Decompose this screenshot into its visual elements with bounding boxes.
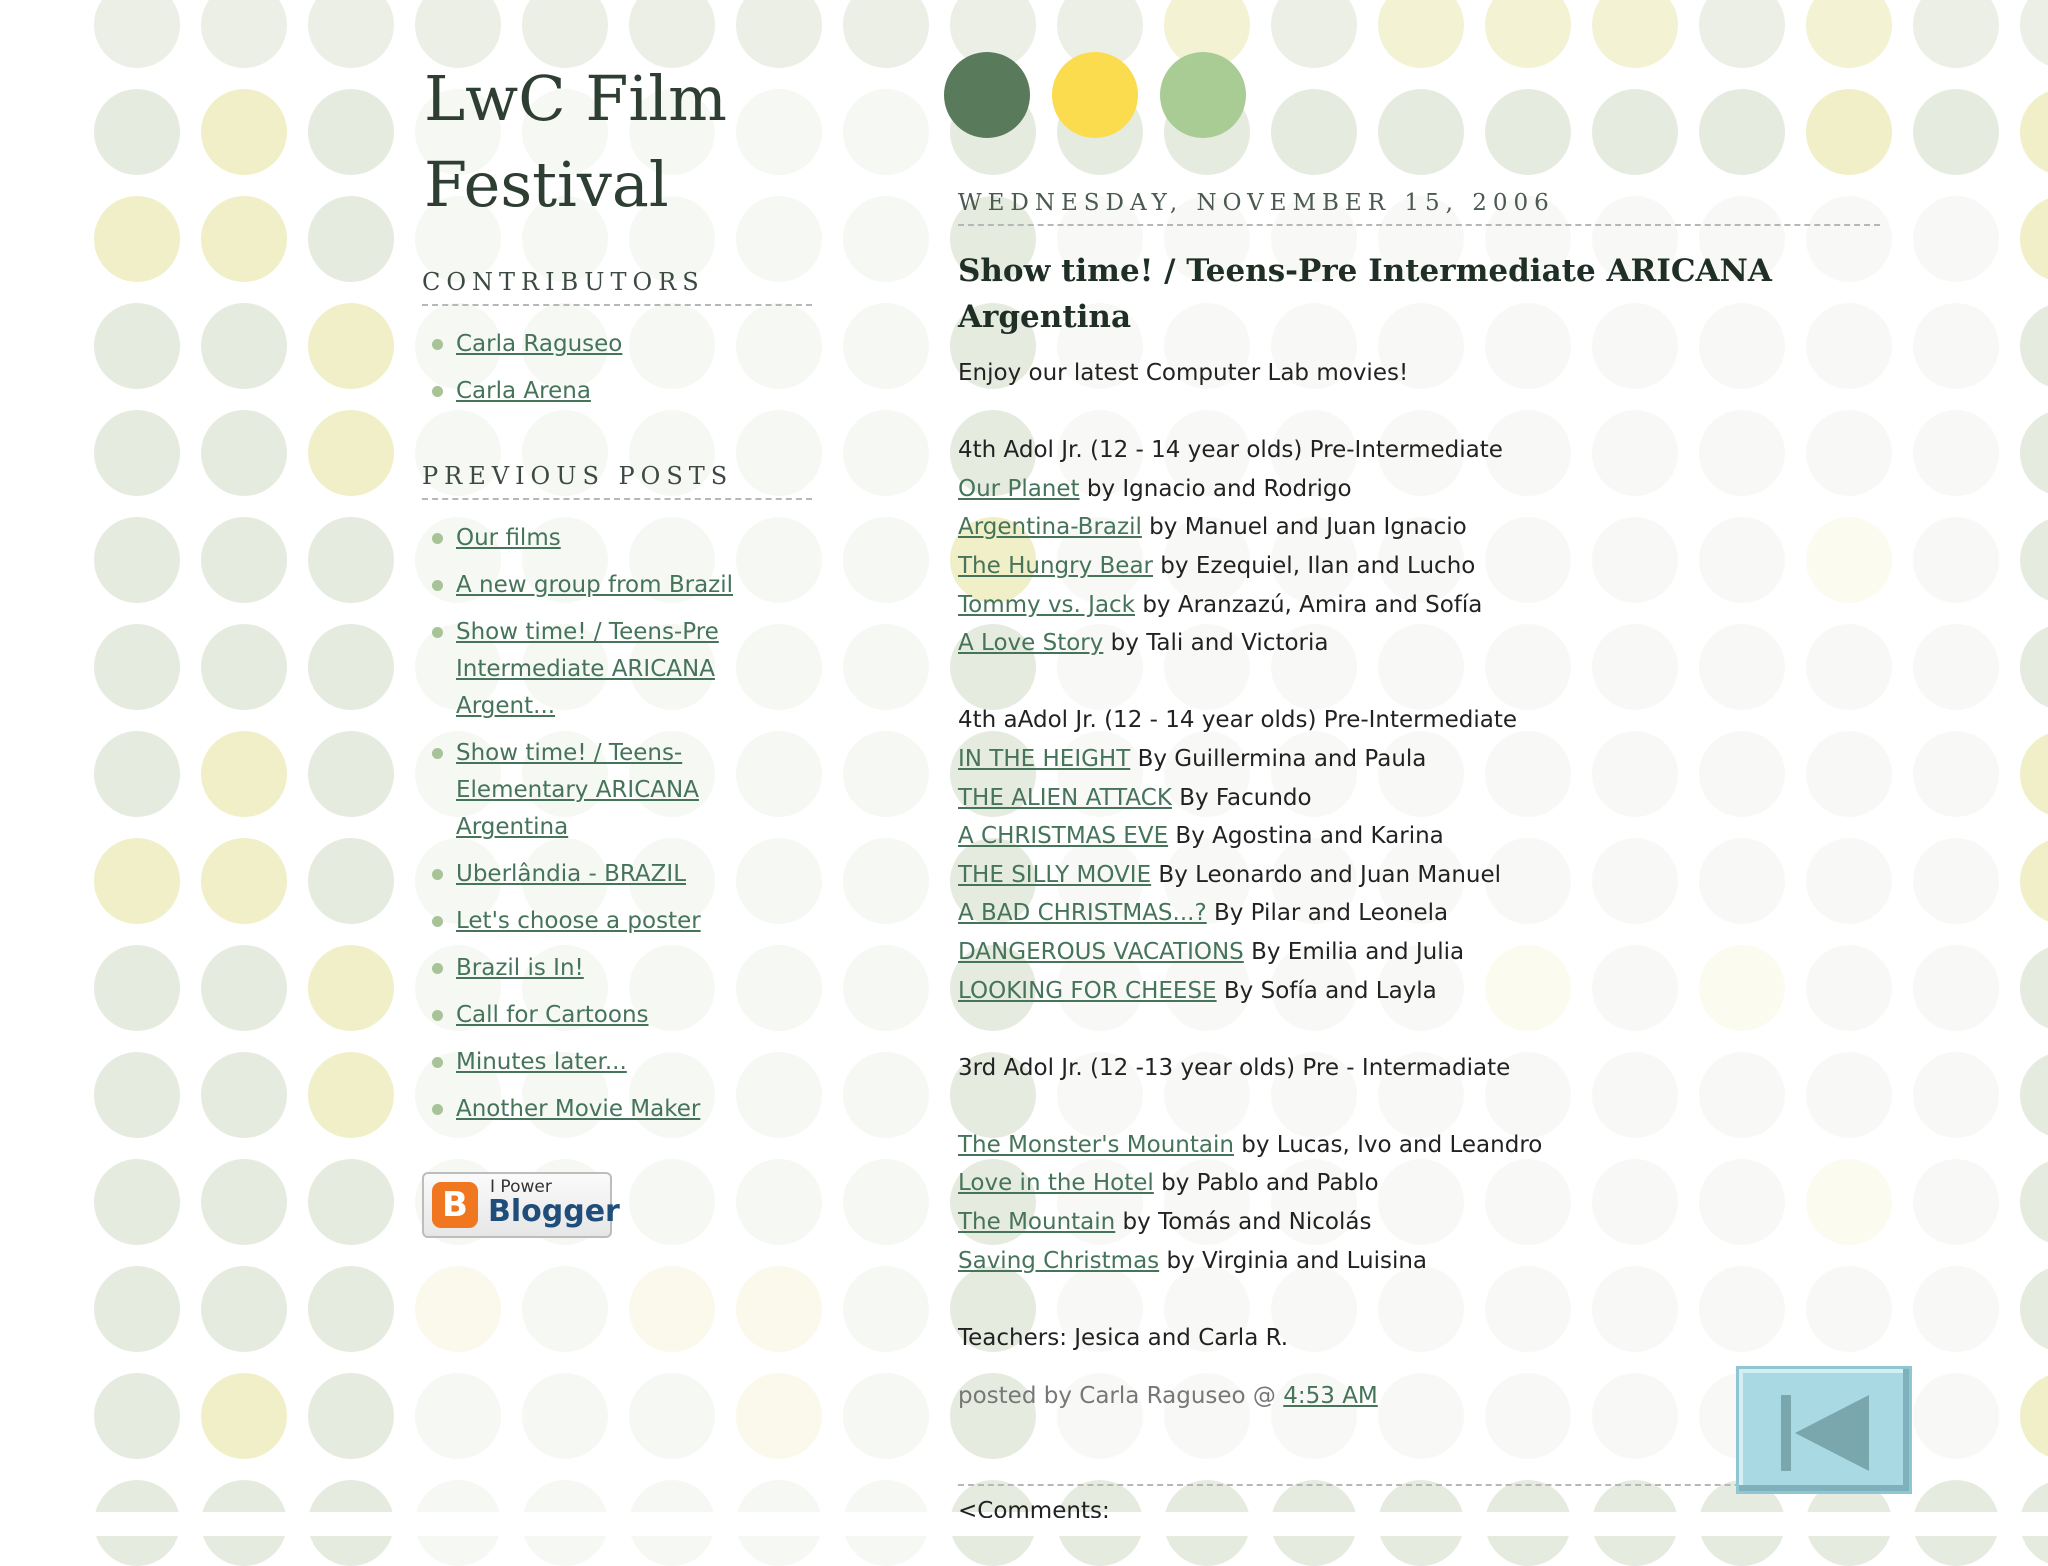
film-line [958, 1126, 1880, 1165]
film-line [958, 1242, 1880, 1281]
blogger-logo-icon: B [432, 1182, 478, 1228]
film-link[interactable]: Tommy vs. Jack [958, 591, 1136, 618]
background-dot [1271, 89, 1357, 175]
background-dot [522, 1266, 608, 1352]
previous-post-link[interactable]: Another Movie Maker [456, 1096, 701, 1122]
background-dot [201, 517, 287, 603]
background-dot [1378, 0, 1464, 68]
film-link[interactable]: THE ALIEN ATTACK [958, 784, 1172, 811]
background-dot [1913, 196, 1999, 282]
film-line [958, 508, 1880, 547]
background-dot [201, 303, 287, 389]
background-dot [201, 624, 287, 710]
post-intro: Enjoy our latest Computer Lab movies! [958, 360, 1409, 386]
film-line [958, 740, 1880, 779]
previous-posts-heading: PREVIOUS POSTS [422, 462, 812, 500]
group-heading: 4th aAdol Jr. (12 - 14 year olds) Pre-Intermediate [958, 707, 1518, 734]
film-credits: by Manuel and Juan Ignacio [1141, 514, 1467, 541]
post-body [958, 354, 1880, 1357]
background-dot [94, 410, 180, 496]
background-dot [2020, 89, 2048, 175]
background-dot [2020, 196, 2048, 282]
back-to-start-button[interactable] [1736, 1366, 1912, 1494]
background-dot [1913, 624, 1999, 710]
background-dot [736, 1373, 822, 1459]
dark-green-circle [944, 52, 1030, 138]
film-credits: By Emilia and Julia [1243, 938, 1465, 965]
film-link[interactable]: LOOKING FOR CHEESE [958, 977, 1217, 1004]
background-dot [629, 1373, 715, 1459]
background-dot [94, 624, 180, 710]
background-dot [843, 517, 929, 603]
background-dot [308, 0, 394, 68]
film-link[interactable]: Saving Christmas [958, 1247, 1160, 1274]
contributors-list [422, 326, 812, 410]
background-dot [1699, 0, 1785, 68]
contributors-section [422, 268, 812, 410]
background-dot [2020, 517, 2048, 603]
background-dot [843, 89, 929, 175]
background-dot [736, 1159, 822, 1245]
background-dot [843, 731, 929, 817]
background-dot [94, 838, 180, 924]
film-link[interactable]: A CHRISTMAS EVE [958, 823, 1169, 850]
background-dot [415, 1373, 501, 1459]
background-dot [308, 1159, 394, 1245]
group-heading: 4th Adol Jr. (12 - 14 year olds) Pre-Intermediate [958, 437, 1503, 464]
background-dot [1913, 1373, 1999, 1459]
film-credits: By Agostina and Karina [1168, 823, 1444, 850]
film-line [958, 779, 1880, 818]
badge-big-text: Blogger [488, 1194, 620, 1229]
film-credits: by Lucas, Ivo and Leandro [1233, 1131, 1543, 1158]
background-dot [2020, 1052, 2048, 1138]
background-dot [201, 838, 287, 924]
list-item [422, 903, 812, 940]
badge-small-text: I Power [490, 1177, 552, 1197]
background-dot [1378, 89, 1464, 175]
background-dot [736, 1266, 822, 1352]
previous-post-link[interactable]: Minutes later... [456, 1049, 627, 1075]
background-dot [1271, 0, 1357, 68]
background-dot [843, 410, 929, 496]
background-dot [1913, 838, 1999, 924]
comments-heading: <Comments: [958, 1500, 1110, 1518]
list-item [422, 326, 812, 363]
background-dot [1913, 945, 1999, 1031]
background-dot [94, 196, 180, 282]
background-dot [94, 0, 180, 68]
film-credits: By Sofía and Layla [1216, 977, 1437, 1004]
list-item [422, 1091, 812, 1128]
background-dot [1913, 410, 1999, 496]
film-line [958, 586, 1880, 625]
background-dot [843, 303, 929, 389]
background-dot [94, 303, 180, 389]
film-link[interactable]: THE SILLY MOVIE [958, 861, 1152, 888]
background-dot [629, 1266, 715, 1352]
background-dot [415, 1266, 501, 1352]
film-credits: by Tomás and Nicolás [1115, 1209, 1372, 1236]
background-dot [2020, 0, 2048, 68]
film-credits: by Tali and Victoria [1103, 630, 1329, 657]
film-line [958, 972, 1880, 1011]
film-link[interactable]: DANGEROUS VACATIONS [958, 938, 1244, 965]
background-dot [94, 945, 180, 1031]
background-dot [2020, 410, 2048, 496]
film-link[interactable]: The Monster's Mountain [958, 1131, 1234, 1158]
background-dot [201, 196, 287, 282]
film-credits: By Leonardo and Juan Manuel [1151, 861, 1502, 888]
background-dot [1913, 1266, 1999, 1352]
background-dot [1699, 89, 1785, 175]
background-dot [1913, 517, 1999, 603]
header-color-circles [944, 52, 1264, 138]
background-dot [2020, 303, 2048, 389]
background-dot [308, 196, 394, 282]
background-dot [94, 1373, 180, 1459]
powered-by-blogger-badge[interactable] [422, 1172, 620, 1238]
list-item [422, 1044, 812, 1081]
previous-post-link[interactable]: Our films [456, 525, 561, 551]
film-link[interactable]: Argentina-Brazil [958, 514, 1142, 541]
background-dot [522, 1373, 608, 1459]
film-credits: by Ezequiel, Ilan and Lucho [1153, 552, 1476, 579]
background-dot [843, 1266, 929, 1352]
background-dot [2020, 838, 2048, 924]
film-credits: By Guillermina and Paula [1130, 745, 1427, 772]
light-green-circle [1160, 52, 1246, 138]
film-link[interactable]: Our Planet [958, 475, 1080, 502]
blog-title: LwC Film Festival [424, 62, 727, 221]
previous-posts-section [422, 462, 812, 1128]
background-dot [201, 1052, 287, 1138]
post-date: WEDNESDAY, NOVEMBER 15, 2006 [958, 190, 1880, 226]
background-dot [201, 410, 287, 496]
previous-posts-list [422, 520, 812, 1128]
background-dot [94, 89, 180, 175]
list-item [422, 567, 812, 604]
background-dot [843, 838, 929, 924]
background-dot [1913, 89, 1999, 175]
background-dot [308, 1266, 394, 1352]
film-line [958, 894, 1880, 933]
background-dot [843, 1373, 929, 1459]
list-item [422, 614, 812, 725]
background-dot [1913, 0, 1999, 68]
background-dot [843, 624, 929, 710]
background-dot [1913, 1159, 1999, 1245]
background-dot [308, 410, 394, 496]
list-item [422, 520, 812, 557]
background-dot [94, 731, 180, 817]
background-dot [201, 0, 287, 68]
background-dot [94, 1052, 180, 1138]
background-dot [843, 1159, 929, 1245]
background-dot [201, 1373, 287, 1459]
previous-post-link[interactable]: Show time! / Teens-Elementary ARICANA Argentina [456, 740, 699, 840]
background-dot [2020, 731, 2048, 817]
background-dot [1806, 0, 1892, 68]
film-credits: By Facundo [1171, 784, 1312, 811]
film-link[interactable]: A BAD CHRISTMAS...? [958, 900, 1207, 927]
list-item [422, 950, 812, 987]
background-dot [1485, 89, 1571, 175]
background-dot [2020, 624, 2048, 710]
film-line [958, 933, 1880, 972]
list-item [422, 856, 812, 893]
background-dot [1913, 1052, 1999, 1138]
background-dot [308, 838, 394, 924]
background-dot [308, 731, 394, 817]
background-dot [201, 731, 287, 817]
film-line [958, 547, 1880, 586]
group-heading: 3rd Adol Jr. (12 -13 year olds) Pre - Intermadiate [958, 1054, 1511, 1081]
list-item [422, 735, 812, 846]
background-dot [308, 303, 394, 389]
film-credits: by Aranzazú, Amira and Sofía [1135, 591, 1483, 618]
background-dot [1913, 731, 1999, 817]
background-dot [94, 1159, 180, 1245]
contributor-link[interactable]: Carla Raguseo [456, 331, 623, 357]
background-dot [308, 945, 394, 1031]
film-line [958, 817, 1880, 856]
background-dot [94, 517, 180, 603]
previous-post-link[interactable]: Call for Cartoons [456, 1002, 649, 1028]
background-dot [1913, 303, 1999, 389]
film-line [958, 856, 1880, 895]
background-dot [2020, 945, 2048, 1031]
sidebar [422, 268, 812, 1138]
film-credits: by Virginia and Luisina [1159, 1247, 1428, 1274]
background-dot [2020, 1159, 2048, 1245]
background-dot [201, 1159, 287, 1245]
background-dot [308, 624, 394, 710]
background-dot [629, 1159, 715, 1245]
list-item [422, 373, 812, 410]
film-link[interactable]: Love in the Hotel [958, 1170, 1154, 1197]
film-line [958, 470, 1880, 509]
contributor-link[interactable]: Carla Arena [456, 378, 591, 404]
film-link[interactable]: A Love Story [958, 630, 1104, 657]
previous-post-link[interactable]: Brazil is In! [456, 955, 584, 981]
yellow-circle [1052, 52, 1138, 138]
teachers-line: Teachers: Jesica and Carla R. [958, 1324, 1289, 1351]
background-dot [94, 1266, 180, 1352]
film-line [958, 1164, 1880, 1203]
previous-post-link[interactable]: A new group from Brazil [456, 572, 734, 598]
background-dot [843, 945, 929, 1031]
background-dot [843, 1052, 929, 1138]
background-dot [2020, 1266, 2048, 1352]
background-dot [2020, 1373, 2048, 1459]
posted-by-text: posted by Carla Raguseo @ [958, 1383, 1284, 1410]
post-permalink[interactable]: 4:53 AM [1283, 1383, 1378, 1410]
background-dot [1592, 89, 1678, 175]
background-dot [201, 89, 287, 175]
film-credits: By Pilar and Leonela [1206, 900, 1449, 927]
background-dot [1806, 89, 1892, 175]
background-dot [843, 196, 929, 282]
film-credits: by Pablo and Pablo [1153, 1170, 1379, 1197]
skip-back-icon [1777, 1391, 1877, 1475]
background-dot [201, 1266, 287, 1352]
film-link[interactable]: The Mountain [958, 1209, 1116, 1236]
background-dot [1592, 0, 1678, 68]
main-post [958, 190, 1880, 1409]
film-credits: by Ignacio and Rodrigo [1079, 475, 1352, 502]
film-line [958, 624, 1880, 663]
background-dot [1485, 0, 1571, 68]
background-dot [308, 89, 394, 175]
previous-post-link[interactable]: Uberlândia - BRAZIL [456, 861, 687, 887]
film-line [958, 1203, 1880, 1242]
film-link[interactable]: IN THE HEIGHT [958, 745, 1131, 772]
background-dot [308, 1052, 394, 1138]
background-dot [308, 517, 394, 603]
post-title: Show time! / Teens-Pre Intermediate ARICANA Argentina [958, 253, 1772, 335]
list-item [422, 997, 812, 1034]
film-link[interactable]: The Hungry Bear [958, 552, 1153, 579]
background-dot [308, 1373, 394, 1459]
background-dot [843, 0, 929, 68]
previous-post-link[interactable]: Let's choose a poster [456, 908, 701, 934]
background-dot [201, 945, 287, 1031]
previous-post-link[interactable]: Show time! / Teens-Pre Intermediate ARICANA Argent... [456, 619, 719, 719]
contributors-heading: CONTRIBUTORS [422, 268, 812, 306]
